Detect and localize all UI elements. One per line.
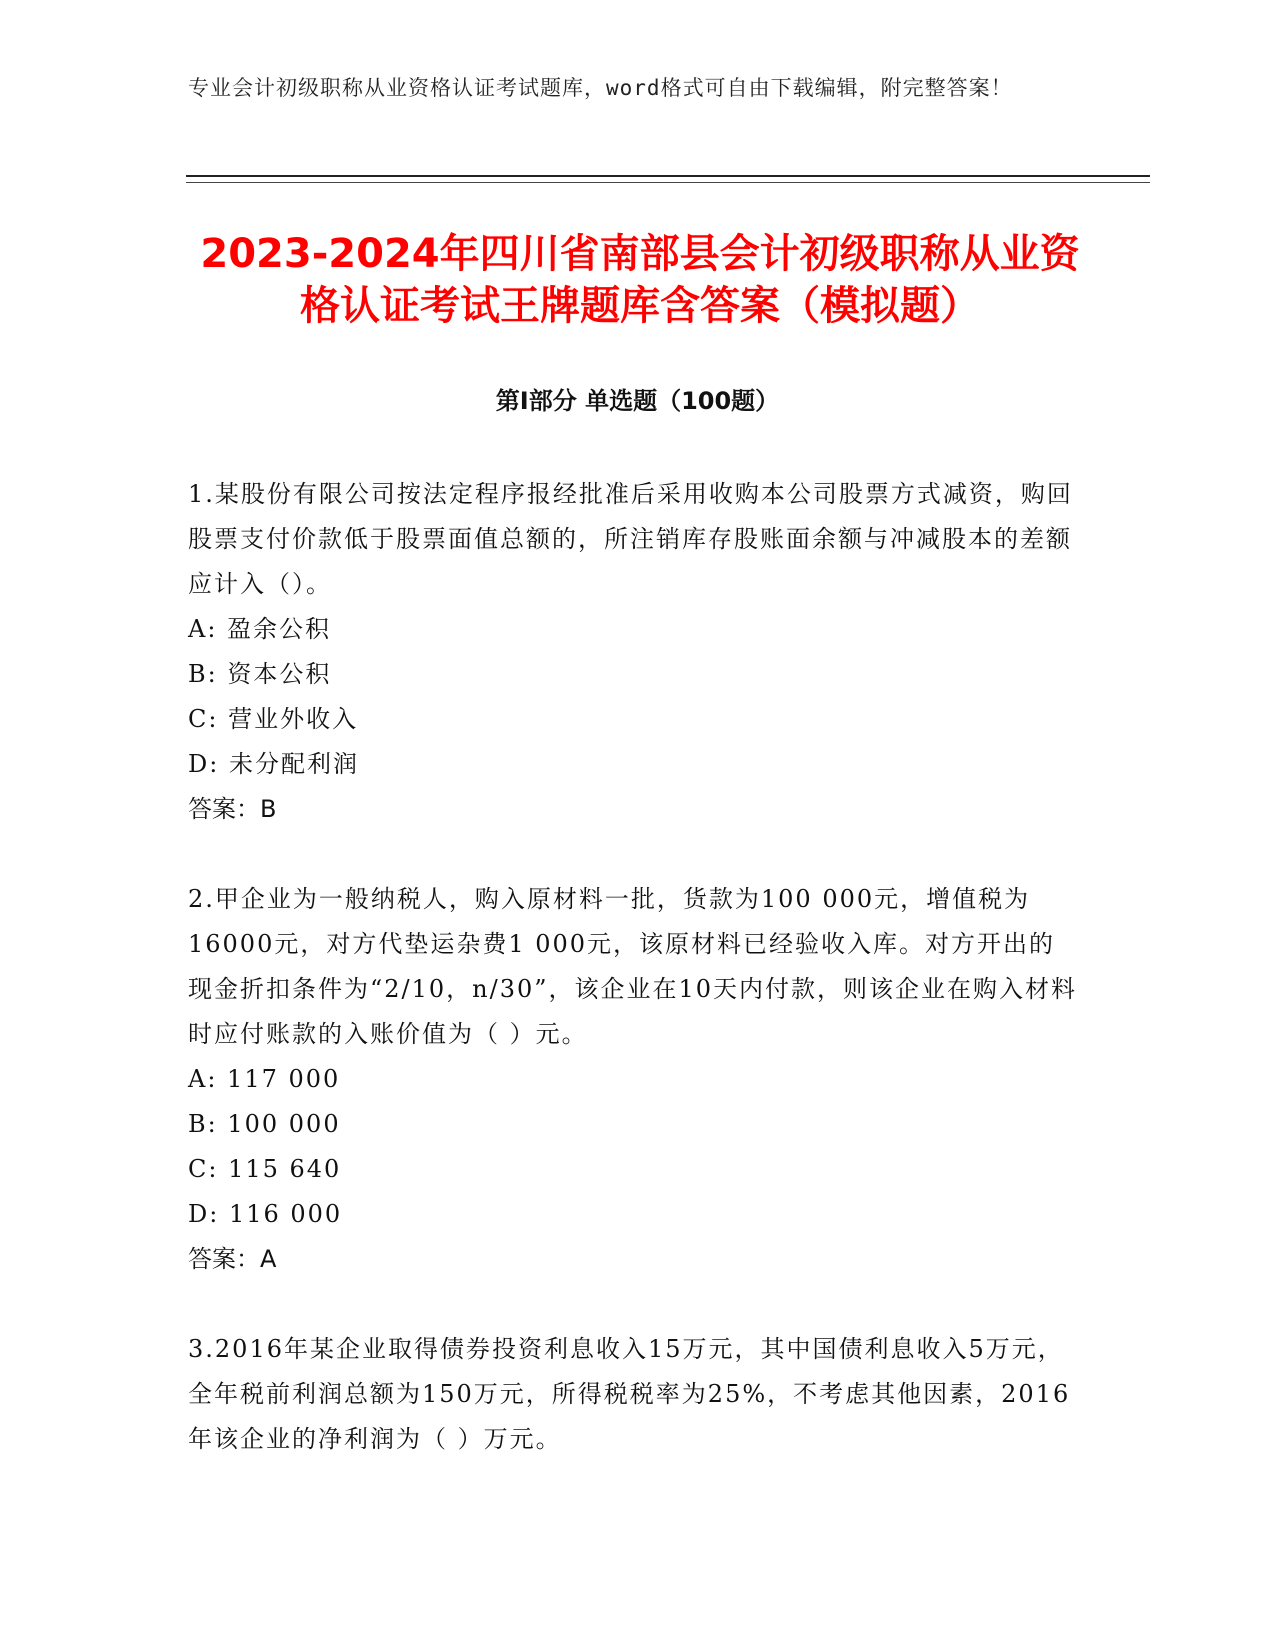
question-stem: 1.某股份有限公司按法定程序报经批准后采用收购本公司股票方式减资，购回股票支付价款低于股票面值总额的，所注销库存股账面余额与冲减股本的差额应计入（）。 [188,480,1073,598]
option-a: A: 盈余公积 [188,615,332,643]
question-2 [188,877,1078,1282]
option-b: B: 资本公积 [188,660,332,688]
header-divider-thin [186,182,1150,183]
question-stem: 3.2016年某企业取得债券投资利息收入15万元，其中国债利息收入5万元，全年税前利润总额为150万元，所得税税率为25%，不考虑其他因素，2016年该企业的净利润为（ ）万元。 [188,1335,1071,1453]
option-b: B: 100 000 [188,1110,341,1138]
option-d: D: 未分配利润 [188,750,359,778]
question-stem: 2.甲企业为一般纳税人，购入原材料一批，货款为100 000元，增值税为16000元，对方代垫运杂费1 000元，该原材料已经验收入库。对方开出的现金折扣条件为“2/10，n/30”，该企业在10天内付款，则该企业在购入材料时应付账款的入账价值为（ ）元。 [188,885,1078,1048]
header-note: 专业会计初级职称从业资格认证考试题库，word格式可自由下载编辑，附完整答案！ [188,76,1013,100]
option-d: D: 116 000 [188,1200,343,1228]
question-3 [188,1327,1078,1462]
option-c: C: 营业外收入 [188,705,359,733]
document-title: 2023-2024年四川省南部县会计初级职称从业资格认证考试王牌题库含答案（模拟题） [200,231,1080,329]
answer: 答案：A [188,1245,277,1273]
section-title: 第Ⅰ部分 单选题（100题） [495,387,780,415]
option-c: C: 115 640 [188,1155,342,1183]
option-a: A: 117 000 [188,1065,341,1093]
header-divider-thick [186,175,1150,177]
question-1 [188,472,1078,832]
answer: 答案：B [188,795,277,823]
